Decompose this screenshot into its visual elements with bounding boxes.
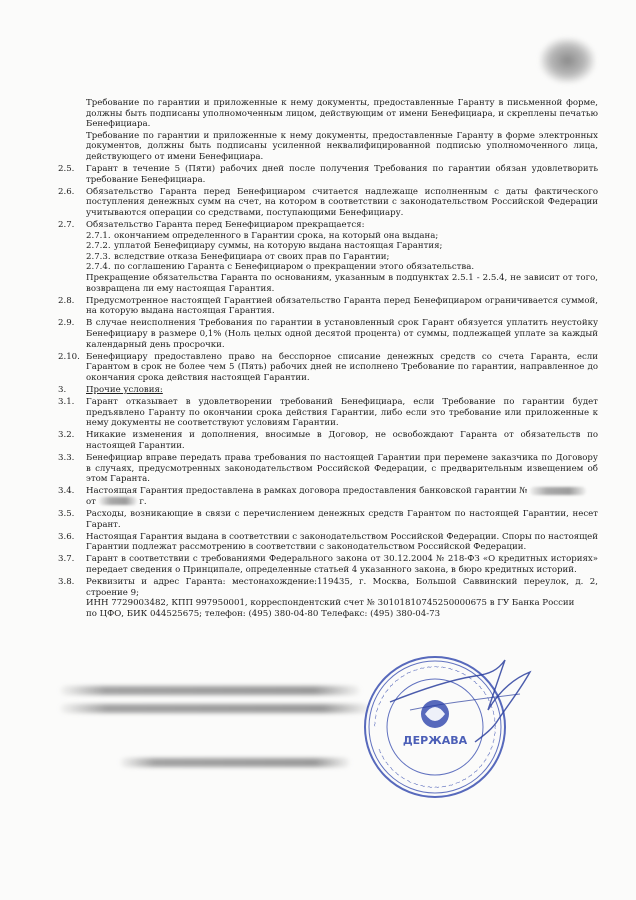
subclause-2-7-3 — [86, 252, 598, 263]
clause-2-9 — [58, 318, 598, 350]
clause-text: Обязательство Гаранта перед Бенефициаром считается надлежаще исполненным с даты фактического поступления денежных сумм на счет, на котором в соответствии с законодательством Российской Федерации учитываются операции со средствами, поступающими Бенефициару. — [86, 186, 598, 218]
section-heading: Прочие условия: — [86, 384, 163, 395]
clause-3-3 — [58, 453, 598, 485]
clause-3-6 — [58, 532, 598, 553]
document-body — [58, 98, 598, 619]
subclause-text: уплатой Бенефициару суммы, на которую выдана настоящая Гарантия; — [114, 241, 443, 252]
termination-note: Прекращение обязательства Гаранта по основаниям, указанным в подпунктах 2.5.1 - 2.5.4, не зависит от того, возвращена ли ему настоящая Гарантия. — [86, 273, 598, 294]
redacted-signatory-line — [60, 686, 360, 695]
clause-text: Предусмотренное настоящей Гарантией обязательство Гаранта перед Бенефициаром ограничивается суммой, на которую выдана настоящая Гарантия. — [86, 295, 598, 317]
clause-3-4 — [58, 486, 598, 507]
clause-number: 3.3. — [58, 453, 75, 463]
subclause-text: по соглашению Гаранта с Бенефициаром о прекращении этого обязательства. — [114, 262, 475, 273]
requisites-line: по ЦФО, БИК 044525675; телефон: (495) 380-04-80 Телефакс: (495) 380-04-73 — [86, 608, 441, 619]
clause-text: Расходы, возникающие в связи с перечислением денежных средств Гарантом по настоящей Гарантии, несет Гарант. — [86, 508, 598, 530]
clause-text: В случае неисполнения Требования по гарантии в установленный срок Гарант обязуется уплатить неустойку Бенефициару в размере 0,1% (Ноль целых одной десятой процента) от суммы, подлежащей уплате за каждый календарный день просрочки. — [86, 318, 598, 350]
clause-number: 2.5. — [58, 164, 75, 175]
requisites-line: ИНН 7729003482, КПП 997950001, корреспондентский счет № 30101810745250000675 в ГУ Банка России — [86, 598, 575, 609]
subclause-number: 2.7.2. — [86, 241, 111, 252]
clause-3-7 — [58, 554, 598, 575]
clause-text: Бенефициар вправе передать права требования по настоящей Гарантии при перемене заказчика по Договору в случаях, предусмотренных законодательством Российской Федерации, с предварительным извещением об этом Гаранта. — [86, 453, 598, 485]
clause-number: 2.8. — [58, 295, 75, 306]
intro-paragraph: Требование по гарантии и приложенные к нему документы, предоставленные Гаранту в письменной форме, должны быть подписаны уполномоченным лицом, действующим от имени Бенефициара, и скреплены печатью Бенефициара. — [86, 98, 598, 130]
clause-number: 2.6. — [58, 186, 75, 197]
clause-3-5 — [58, 509, 598, 530]
clause-number: 3.4. — [58, 486, 75, 497]
clause-number: 3.6. — [58, 531, 75, 542]
clause-number: 2.9. — [58, 318, 75, 329]
clause-number: 3.8. — [58, 577, 75, 588]
clause-text-year: г. — [139, 496, 147, 507]
intro-paragraph: Требование по гарантии и приложенные к нему документы, предоставленные Гаранту в форме электронных документов, должны быть подписаны усиленной неквалифицированной подписью уполномоченного лица, действующего от имени Бенефициара. — [86, 130, 598, 162]
clause-text: Никакие изменения и дополнения, вносимые в Договор, не освобождают Гаранта от обязательств по настоящей Гарантии. — [86, 430, 598, 451]
clause-number: 2.10. — [58, 351, 80, 362]
clause-2-7 — [58, 220, 598, 231]
clause-text-from: от — [86, 496, 96, 507]
clause-3-2 — [58, 430, 598, 451]
clause-number: 3.2. — [58, 430, 75, 441]
redacted-signatory-line — [120, 758, 350, 767]
clause-number: 3.7. — [58, 554, 75, 565]
subclause-text: вследствие отказа Бенефициара от своих прав по Гарантии; — [114, 251, 390, 262]
clause-3-1 — [58, 397, 598, 429]
handwritten-signature — [380, 650, 560, 760]
redacted-contract-number — [530, 487, 586, 495]
redacted-signatory-line — [60, 704, 370, 713]
clause-number: 3.5. — [58, 508, 75, 519]
clause-text: Бенефициару предоставлено право на бесспорное списание денежных средств со счета Гаранта, если Гарантом в срок не более чем 5 (Пять) рабочих дней не исполнено Требование по гарантии, направленное до окончания срока действия настоящей Гарантии. — [86, 351, 598, 383]
subclause-number: 2.7.4. — [86, 262, 111, 273]
subclause-text: окончанием определенного в Гарантии срока, на который она выдана; — [114, 230, 439, 241]
clause-text: Обязательство Гаранта перед Бенефициаром прекращается: — [86, 220, 365, 231]
subclause-number: 2.7.1. — [86, 230, 111, 241]
clause-number: 3.1. — [58, 397, 75, 408]
clause-text: Реквизиты и адрес Гаранта: местонахождение:119435, г. Москва, Большой Саввинский переулок, д. 2, строение 9; — [86, 577, 598, 598]
subclause-number: 2.7.3. — [86, 251, 111, 262]
stamp-bank-name: ДЕРЖАВА — [402, 734, 468, 747]
clause-text: Гарант в течение 5 (Пяти) рабочих дней после получения Требования по гарантии обязан удовлетворить требование Бенефициара. — [86, 164, 598, 185]
subclause-2-7-4 — [86, 262, 598, 273]
clause-text: Гарант отказывает в удовлетворении требований Бенефициара, если Требование по гарантии будет предъявлено Гаранту по окончании срока действия Гарантии, либо если это требование или приложенные к нему документы не соответствуют условиям Гарантии. — [86, 397, 598, 429]
clause-2-8 — [58, 296, 598, 317]
clause-text: Настоящая Гарантия выдана в соответствии с законодательством Российской Федерации. Споры по настоящей Гарантии подлежат рассмотрению в соответствии с законодательством Российской Федерации. — [86, 531, 598, 553]
clause-3-8 — [58, 577, 598, 598]
section-3-heading — [58, 385, 598, 396]
clause-number: 3. — [58, 384, 67, 395]
clause-text: Гарант в соответствии с требованиями Федерального закона от 30.12.2004 № 218-ФЗ «О кредитных историях» передает сведения о Принципале, определенные статьей 4 указанного закона, в бюро кредитных историй. — [86, 554, 598, 575]
redacted-corner-mark — [540, 38, 595, 83]
svg-text:~~~~~~~~~~~~~~~~~~~~~~~~~~~~~~: ~~~~~~~~~~~~~~~~~~~~~~~~~~~~~~~~~~~~~~~~~~~~~~~~~~ — [370, 662, 500, 792]
clause-2-5 — [58, 164, 598, 185]
subclause-2-7-1 — [86, 231, 598, 242]
redacted-contract-date — [99, 497, 137, 505]
clause-2-6 — [58, 187, 598, 219]
subclause-2-7-2 — [86, 241, 598, 252]
clause-number: 2.7. — [58, 220, 75, 231]
clause-text: Настоящая Гарантия предоставлена в рамках договора предоставления банковской гарантии № — [86, 486, 528, 497]
clause-2-10 — [58, 352, 598, 384]
